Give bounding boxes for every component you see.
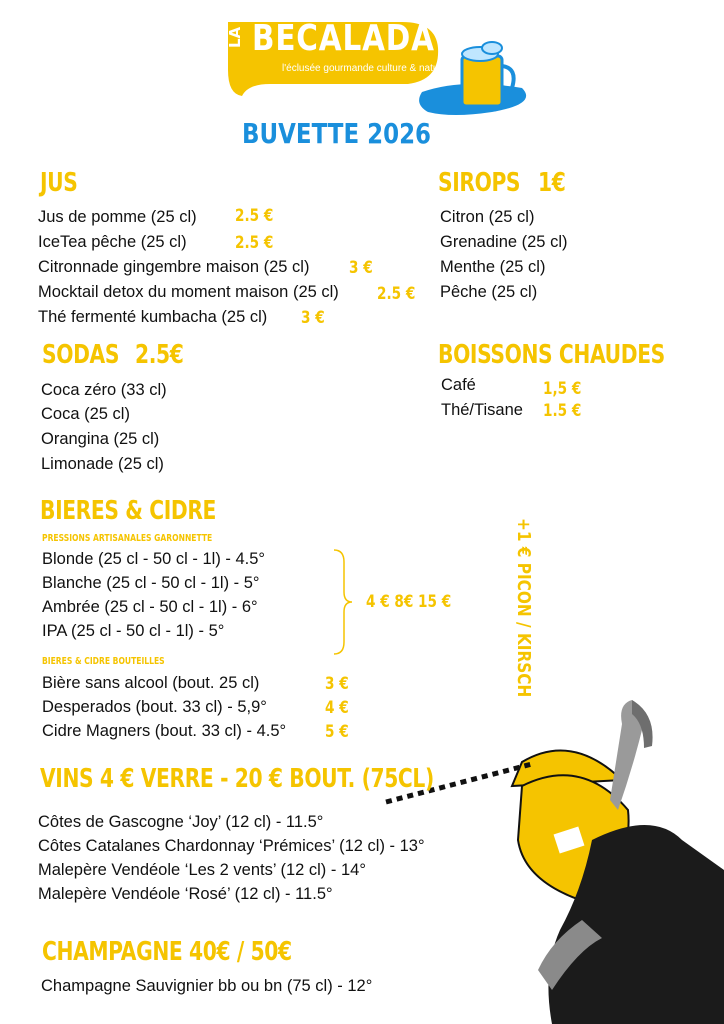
item-price: 2.5 € [235,206,274,226]
list-item: Malepère Vendéole ‘Les 2 vents’ (12 cl) - 14° [38,861,366,879]
logo-prefix: LA [226,26,244,48]
sodas-price: 2.5€ [135,340,184,370]
list-item: Blanche (25 cl - 50 cl - 1l) - 5° [42,574,260,592]
list-item: Coca (25 cl) [41,405,130,423]
list-item: Côtes de Gascogne ‘Joy’ (12 cl) - 11.5° [38,813,324,831]
list-item: Orangina (25 cl) [41,430,160,448]
list-item: Citron (25 cl) [440,208,535,226]
section-heading-jus: JUS [40,168,78,198]
list-item: Côtes Catalanes Chardonnay ‘Prémices’ (12 cl) - 13° [38,837,425,855]
section-heading-sodas: SODAS [42,340,120,370]
logo-tagline: l'éclusée gourmande culture & nature [282,63,448,74]
list-item: Thé/Tisane [441,401,523,419]
list-item: Limonade (25 cl) [41,455,164,473]
item-price: 5 € [325,722,349,742]
item-price: 3 € [349,258,373,278]
list-item: Bière sans alcool (bout. 25 cl) [42,674,260,692]
list-item: Ambrée (25 cl - 50 cl - 1l) - 6° [42,598,258,616]
pressions-prices: 4 € 8€ 15 € [366,592,452,612]
section-heading-sirops: SIROPS [438,168,521,198]
bouteilles-label: BIERES & CIDRE BOUTEILLES [42,656,165,667]
list-item: Malepère Vendéole ‘Rosé’ (12 cl) - 11.5° [38,885,333,903]
list-item: IceTea pêche (25 cl) [38,233,187,251]
list-item: Coca zéro (33 cl) [41,381,167,399]
list-item: Champagne Sauvignier bb ou bn (75 cl) - 12° [41,977,373,995]
logo-name: BECALADA [252,18,435,59]
item-price: 1.5 € [543,401,582,421]
list-item: Thé fermenté kumbacha (25 cl) [38,308,268,326]
logo [222,8,532,120]
supplement-label: +1 € PICON / KIRSCH [513,518,534,698]
section-heading-bieres: BIERES & CIDRE [40,496,217,526]
list-item: Mocktail detox du moment maison (25 cl) [38,283,339,301]
sirops-price: 1€ [538,168,566,198]
list-item: Desperados (bout. 33 cl) - 5,9° [42,698,267,716]
list-item: Grenadine (25 cl) [440,233,568,251]
item-price: 3 € [325,674,349,694]
item-price: 3 € [301,308,325,328]
list-item: Cidre Magners (bout. 33 cl) - 4.5° [42,722,287,740]
list-item: IPA (25 cl - 50 cl - 1l) - 5° [42,622,225,640]
item-price: 2.5 € [235,233,274,253]
section-heading-champagne: CHAMPAGNE 40€ / 50€ [42,937,292,967]
pressions-label: PRESSIONS ARTISANALES GARONNETTE [42,533,213,544]
section-heading-vins: VINS 4 € VERRE - 20 € BOUT. (75CL) [40,764,434,794]
item-price: 1,5 € [543,379,582,399]
item-price: 2.5 € [377,284,416,304]
list-item: Jus de pomme (25 cl) [38,208,197,226]
section-heading-boissons-chaudes: BOISSONS CHAUDES [438,340,665,370]
brace-icon [330,548,360,656]
list-item: Pêche (25 cl) [440,283,538,301]
list-item: Menthe (25 cl) [440,258,546,276]
item-price: 4 € [325,698,349,718]
dancer-illustration [382,690,724,1024]
page-title: BUVETTE 2026 [242,117,432,150]
list-item: Citronnade gingembre maison (25 cl) [38,258,310,276]
list-item: Blonde (25 cl - 50 cl - 1l) - 4.5° [42,550,266,568]
list-item: Café [441,376,476,394]
